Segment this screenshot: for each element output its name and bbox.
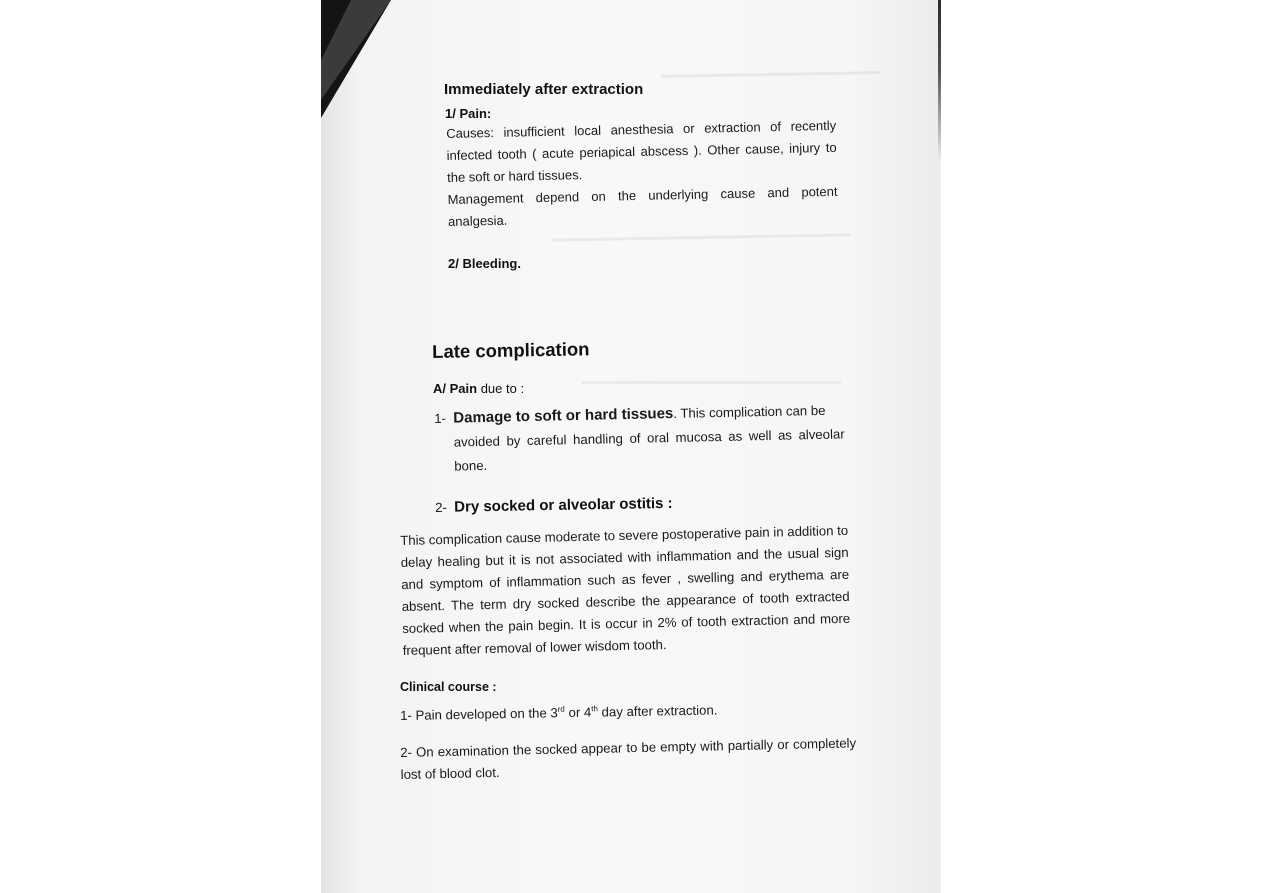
list-item-dry-socket bbox=[435, 495, 673, 516]
ordinal-suffix: th bbox=[591, 704, 598, 714]
damage-title: Damage to soft or hard tissues bbox=[453, 404, 674, 427]
pain-heading: 1/ Pain: bbox=[445, 106, 492, 121]
causes-line: the soft or hard tissues. bbox=[446, 167, 583, 185]
page-edge bbox=[938, 0, 941, 893]
document-photo bbox=[321, 0, 941, 893]
list-number: 1- bbox=[434, 410, 447, 426]
pain-label: A/ Pain bbox=[433, 381, 478, 396]
damage-text: bone. bbox=[454, 457, 488, 474]
dry-socket-title: Dry socked or alveolar ostitis : bbox=[454, 494, 673, 516]
bleed-through-text bbox=[581, 378, 841, 391]
course-text: or 4 bbox=[564, 704, 592, 721]
bleed-through-text bbox=[661, 68, 881, 85]
clinical-course-heading: Clinical course : bbox=[400, 680, 497, 694]
damage-text: . This complication can be bbox=[673, 402, 826, 421]
heading-immediately-after-extraction: Immediately after extraction bbox=[444, 81, 644, 98]
ordinal-suffix: rd bbox=[557, 704, 565, 714]
causes-text bbox=[446, 115, 838, 233]
causes-line: infected tooth ( acute periapical abscess ). Other cause, injury to bbox=[446, 139, 837, 163]
management-line: analgesia. bbox=[447, 212, 508, 229]
management-line: Management depend on the underlying cause and potent bbox=[447, 183, 838, 207]
pain-suffix: due to : bbox=[477, 381, 525, 396]
course-item-1 bbox=[400, 702, 718, 723]
folded-corner-shadow bbox=[321, 0, 396, 120]
bleeding-heading: 2/ Bleeding. bbox=[448, 256, 521, 271]
pain-due-to bbox=[433, 381, 524, 396]
list-number: 2- bbox=[435, 499, 448, 515]
dry-socket-paragraph: This complication cause moderate to severe postoperative pain in addition to delay healing but it is not associated with inflammation and the usual sign and symptom of inflammation such as fever , swelling and erythema are absent. The term dry socked describe the appearance of tooth extracted socked when the pain begin. It is occur in 2% of tooth extraction and more frequent after removal of lower wisdom tooth. bbox=[400, 522, 851, 658]
heading-late-complication: Late complication bbox=[432, 338, 590, 362]
course-text: 1- Pain developed on the 3 bbox=[400, 705, 558, 723]
bleed-through-text bbox=[551, 230, 851, 248]
causes-line: Causes: insufficient local anesthesia or extraction of recently bbox=[446, 117, 837, 141]
list-item-damage bbox=[434, 398, 845, 479]
course-item-2: 2- On examination the socked appear to be empty with partially or completely lost of blood clot. bbox=[400, 735, 857, 782]
damage-text: avoided by careful handling of oral mucosa as well as alveolar bbox=[453, 426, 845, 450]
course-text: day after extraction. bbox=[597, 702, 718, 720]
